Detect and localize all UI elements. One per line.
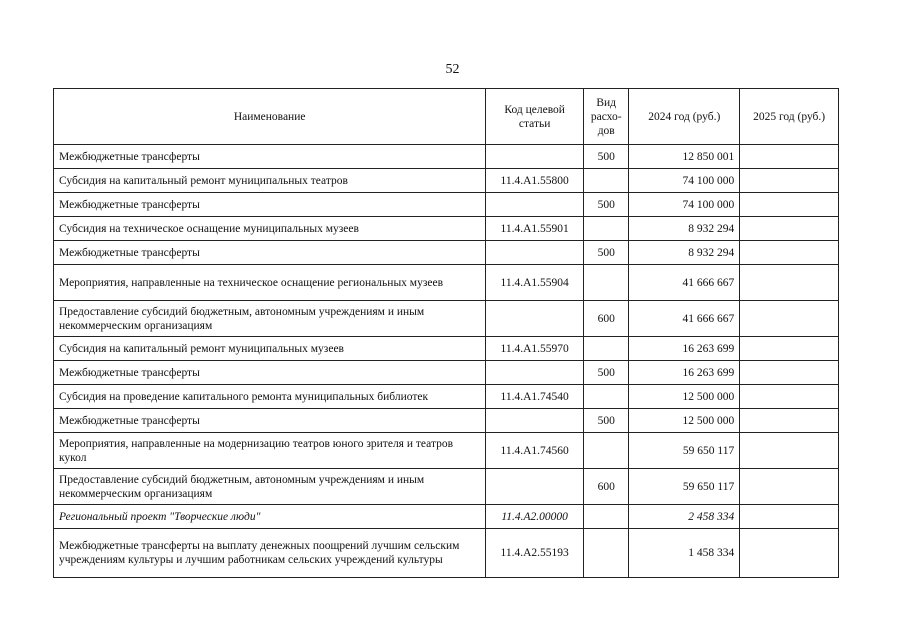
row-name-cell: Региональный проект "Творческие люди" <box>54 505 486 529</box>
budget-table <box>53 88 839 578</box>
row-2024-cell: 41 666 667 <box>629 265 740 301</box>
header-code: Код целевой статьи <box>486 89 584 145</box>
header-name: Наименование <box>54 89 486 145</box>
row-2024-cell: 12 500 000 <box>629 409 740 433</box>
table-row <box>54 301 839 337</box>
row-2024-cell: 16 263 699 <box>629 361 740 385</box>
row-code-cell: 11.4.А1.74560 <box>486 433 584 469</box>
row-vid-cell <box>584 217 629 241</box>
page-number: 52 <box>445 62 460 77</box>
row-name-cell: Межбюджетные трансферты <box>54 241 486 265</box>
row-vid-cell: 500 <box>584 361 629 385</box>
table-body <box>54 145 839 578</box>
row-name-cell: Субсидия на капитальный ремонт муниципальных музеев <box>54 337 486 361</box>
table-row <box>54 169 839 193</box>
row-vid-cell <box>584 433 629 469</box>
row-name-cell: Субсидия на техническое оснащение муниципальных музеев <box>54 217 486 241</box>
table-row <box>54 433 839 469</box>
row-vid-cell <box>584 169 629 193</box>
table-row <box>54 409 839 433</box>
table-row <box>54 529 839 578</box>
row-2025-cell <box>740 529 839 578</box>
row-2025-cell <box>740 469 839 505</box>
table-row <box>54 145 839 169</box>
row-vid-cell <box>584 505 629 529</box>
row-vid-cell <box>584 385 629 409</box>
row-2024-cell: 1 458 334 <box>629 529 740 578</box>
row-code-cell <box>486 301 584 337</box>
table-row <box>54 385 839 409</box>
row-2024-cell: 16 263 699 <box>629 337 740 361</box>
table-row <box>54 469 839 505</box>
row-name-cell: Межбюджетные трансферты на выплату денежных поощрений лучшим сельским учреждениям культуры и лучшим работникам сельских учреждений культуры <box>54 529 486 578</box>
row-code-cell: 11.4.А1.55901 <box>486 217 584 241</box>
table-row <box>54 265 839 301</box>
row-vid-cell <box>584 337 629 361</box>
row-2024-cell: 74 100 000 <box>629 193 740 217</box>
table-row <box>54 193 839 217</box>
table-header-row <box>54 89 839 145</box>
row-2025-cell <box>740 241 839 265</box>
table-row <box>54 241 839 265</box>
row-2024-cell: 59 650 117 <box>629 469 740 505</box>
row-name-cell: Мероприятия, направленные на техническое оснащение региональных музеев <box>54 265 486 301</box>
row-vid-cell <box>584 265 629 301</box>
table-row <box>54 505 839 529</box>
row-2025-cell <box>740 145 839 169</box>
row-vid-cell <box>584 529 629 578</box>
row-code-cell <box>486 361 584 385</box>
row-2024-cell: 8 932 294 <box>629 241 740 265</box>
row-2024-cell: 12 850 001 <box>629 145 740 169</box>
row-2025-cell <box>740 505 839 529</box>
row-code-cell <box>486 145 584 169</box>
row-code-cell: 11.4.А1.55970 <box>486 337 584 361</box>
row-code-cell: 11.4.А2.55193 <box>486 529 584 578</box>
table-row <box>54 217 839 241</box>
row-2024-cell: 12 500 000 <box>629 385 740 409</box>
row-vid-cell: 500 <box>584 193 629 217</box>
row-2025-cell <box>740 409 839 433</box>
row-vid-cell: 600 <box>584 469 629 505</box>
row-2025-cell <box>740 193 839 217</box>
row-code-cell: 11.4.А1.55904 <box>486 265 584 301</box>
row-name-cell: Предоставление субсидий бюджетным, автономным учреждениям и иным некоммерческим организациям <box>54 469 486 505</box>
row-code-cell: 11.4.А1.55800 <box>486 169 584 193</box>
row-vid-cell: 500 <box>584 145 629 169</box>
row-2025-cell <box>740 301 839 337</box>
row-2024-cell: 59 650 117 <box>629 433 740 469</box>
row-name-cell: Предоставление субсидий бюджетным, автономным учреждениям и иным некоммерческим организациям <box>54 301 486 337</box>
row-name-cell: Мероприятия, направленные на модернизацию театров юного зрителя и театров кукол <box>54 433 486 469</box>
row-name-cell: Межбюджетные трансферты <box>54 409 486 433</box>
row-name-cell: Межбюджетные трансферты <box>54 361 486 385</box>
row-vid-cell: 500 <box>584 409 629 433</box>
row-2025-cell <box>740 169 839 193</box>
header-vid: Вид расхо-дов <box>584 89 629 145</box>
row-name-cell: Межбюджетные трансферты <box>54 193 486 217</box>
row-name-cell: Субсидия на капитальный ремонт муниципальных театров <box>54 169 486 193</box>
row-code-cell <box>486 469 584 505</box>
table-row <box>54 361 839 385</box>
row-2024-cell: 41 666 667 <box>629 301 740 337</box>
row-code-cell: 11.4.А1.74540 <box>486 385 584 409</box>
row-2025-cell <box>740 385 839 409</box>
row-code-cell <box>486 409 584 433</box>
row-vid-cell: 600 <box>584 301 629 337</box>
row-vid-cell: 500 <box>584 241 629 265</box>
row-2025-cell <box>740 265 839 301</box>
row-2024-cell: 2 458 334 <box>629 505 740 529</box>
row-2025-cell <box>740 433 839 469</box>
row-2025-cell <box>740 217 839 241</box>
header-2024: 2024 год (руб.) <box>629 89 740 145</box>
row-code-cell <box>486 241 584 265</box>
row-2025-cell <box>740 361 839 385</box>
row-2025-cell <box>740 337 839 361</box>
row-code-cell <box>486 193 584 217</box>
table-row <box>54 337 839 361</box>
row-code-cell: 11.4.А2.00000 <box>486 505 584 529</box>
header-2025: 2025 год (руб.) <box>740 89 839 145</box>
row-name-cell: Субсидия на проведение капитального ремонта муниципальных библиотек <box>54 385 486 409</box>
row-name-cell: Межбюджетные трансферты <box>54 145 486 169</box>
row-2024-cell: 74 100 000 <box>629 169 740 193</box>
row-2024-cell: 8 932 294 <box>629 217 740 241</box>
